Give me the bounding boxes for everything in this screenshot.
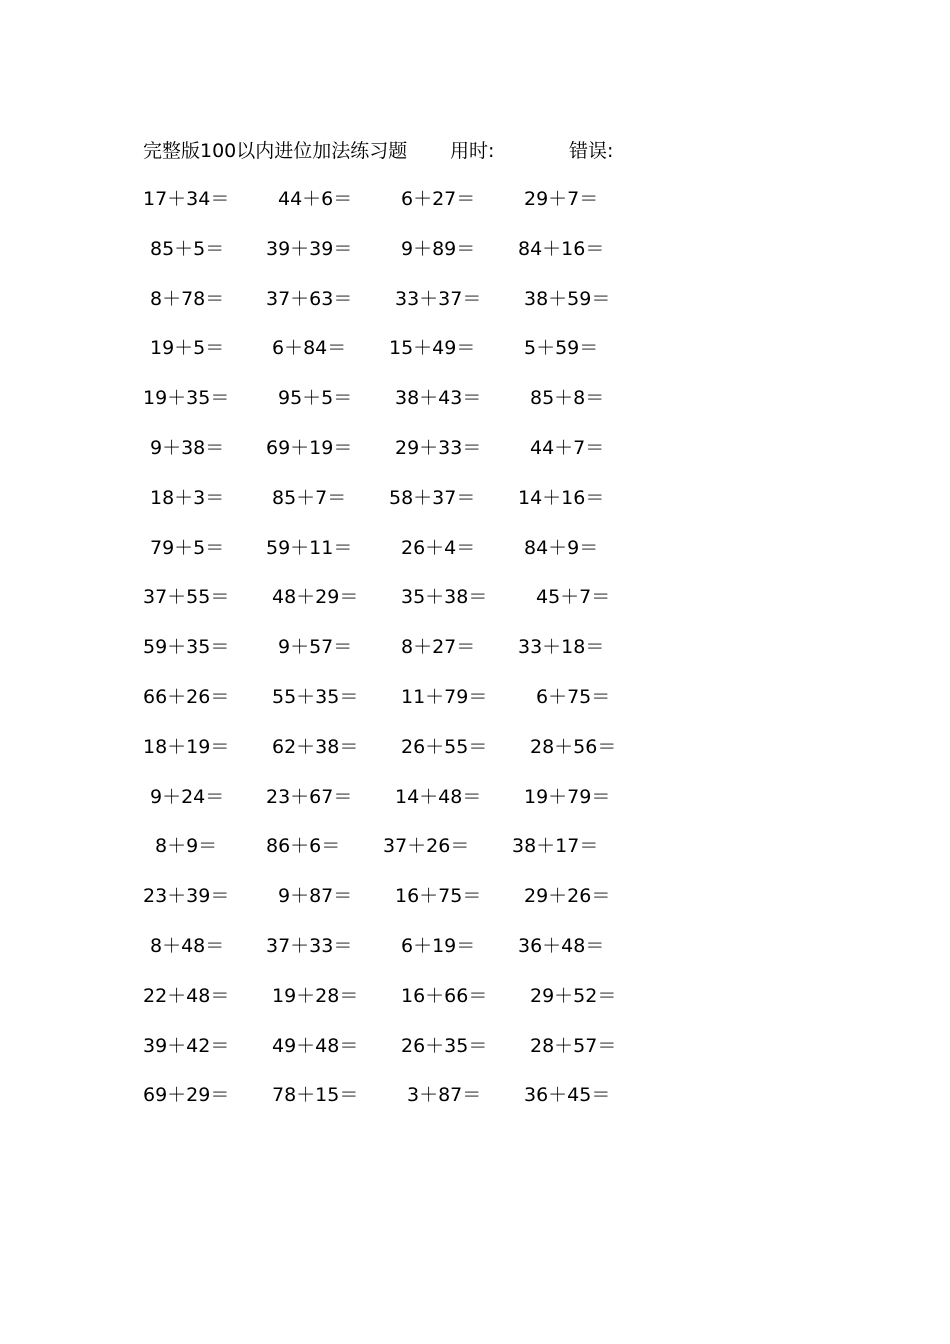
addition-problem: 48＋29＝ <box>272 586 359 608</box>
addition-problem: 33＋37＝ <box>395 288 482 310</box>
addition-problem: 18＋3＝ <box>150 487 225 509</box>
addition-problem: 26＋4＝ <box>401 537 476 559</box>
addition-problem: 29＋33＝ <box>395 437 482 459</box>
addition-problem: 79＋5＝ <box>150 537 225 559</box>
addition-problem: 9＋89＝ <box>401 238 476 260</box>
addition-problem: 39＋39＝ <box>266 238 353 260</box>
addition-problem: 5＋59＝ <box>524 337 599 359</box>
addition-problem: 9＋57＝ <box>278 636 353 658</box>
addition-problem: 85＋8＝ <box>530 387 605 409</box>
addition-problem: 28＋57＝ <box>530 1035 617 1057</box>
addition-problem: 11＋79＝ <box>401 686 488 708</box>
addition-problem: 6＋84＝ <box>272 337 347 359</box>
addition-problem: 26＋35＝ <box>401 1035 488 1057</box>
addition-problem: 17＋34＝ <box>143 188 230 210</box>
addition-problem: 95＋5＝ <box>278 387 353 409</box>
addition-problem: 16＋66＝ <box>401 985 488 1007</box>
addition-problem: 44＋7＝ <box>530 437 605 459</box>
addition-problem: 26＋55＝ <box>401 736 488 758</box>
addition-problem: 38＋59＝ <box>524 288 611 310</box>
time-label: 用时: <box>450 140 495 162</box>
addition-problem: 8＋48＝ <box>150 935 225 957</box>
addition-problem: 62＋38＝ <box>272 736 359 758</box>
addition-problem: 19＋5＝ <box>150 337 225 359</box>
addition-problem: 84＋16＝ <box>518 238 605 260</box>
addition-problem: 23＋67＝ <box>266 786 353 808</box>
addition-problem: 8＋27＝ <box>401 636 476 658</box>
addition-problem: 66＋26＝ <box>143 686 230 708</box>
addition-problem: 9＋87＝ <box>278 885 353 907</box>
addition-problem: 6＋19＝ <box>401 935 476 957</box>
addition-problem: 15＋49＝ <box>389 337 476 359</box>
addition-problem: 29＋52＝ <box>530 985 617 1007</box>
addition-problem: 33＋18＝ <box>518 636 605 658</box>
addition-problem: 35＋38＝ <box>401 586 488 608</box>
addition-problem: 38＋17＝ <box>512 835 599 857</box>
addition-problem: 8＋78＝ <box>150 288 225 310</box>
addition-problem: 37＋55＝ <box>143 586 230 608</box>
addition-problem: 6＋75＝ <box>536 686 611 708</box>
addition-problem: 78＋15＝ <box>272 1084 359 1106</box>
addition-problem: 49＋48＝ <box>272 1035 359 1057</box>
addition-problem: 14＋16＝ <box>518 487 605 509</box>
addition-problem: 29＋26＝ <box>524 885 611 907</box>
addition-problem: 85＋7＝ <box>272 487 347 509</box>
addition-problem: 37＋63＝ <box>266 288 353 310</box>
addition-problem: 19＋35＝ <box>143 387 230 409</box>
addition-problem: 58＋37＝ <box>389 487 476 509</box>
addition-problem: 3＋87＝ <box>407 1084 482 1106</box>
addition-problem: 45＋7＝ <box>536 586 611 608</box>
addition-problem: 19＋28＝ <box>272 985 359 1007</box>
addition-problem: 86＋6＝ <box>266 835 341 857</box>
addition-problem: 9＋24＝ <box>150 786 225 808</box>
addition-problem: 44＋6＝ <box>278 188 353 210</box>
addition-problem: 22＋48＝ <box>143 985 230 1007</box>
addition-problem: 8＋9＝ <box>155 835 218 857</box>
addition-problem: 39＋42＝ <box>143 1035 230 1057</box>
worksheet-header <box>143 136 643 166</box>
addition-problem: 28＋56＝ <box>530 736 617 758</box>
addition-problem: 23＋39＝ <box>143 885 230 907</box>
addition-problem: 29＋7＝ <box>524 188 599 210</box>
addition-problem: 37＋33＝ <box>266 935 353 957</box>
addition-problem: 16＋75＝ <box>395 885 482 907</box>
addition-problem: 14＋48＝ <box>395 786 482 808</box>
addition-problem: 36＋45＝ <box>524 1084 611 1106</box>
addition-problem: 18＋19＝ <box>143 736 230 758</box>
error-label: 错误: <box>569 140 614 162</box>
addition-problem: 9＋38＝ <box>150 437 225 459</box>
addition-problem: 85＋5＝ <box>150 238 225 260</box>
addition-problem: 55＋35＝ <box>272 686 359 708</box>
addition-problem: 84＋9＝ <box>524 537 599 559</box>
addition-problem: 6＋27＝ <box>401 188 476 210</box>
addition-problem: 38＋43＝ <box>395 387 482 409</box>
addition-problem: 69＋29＝ <box>143 1084 230 1106</box>
addition-problem: 59＋35＝ <box>143 636 230 658</box>
addition-problem: 69＋19＝ <box>266 437 353 459</box>
addition-problem: 59＋11＝ <box>266 537 353 559</box>
addition-problem: 19＋79＝ <box>524 786 611 808</box>
addition-problem: 36＋48＝ <box>518 935 605 957</box>
addition-problem: 37＋26＝ <box>383 835 470 857</box>
worksheet-title: 完整版100以内进位加法练习题 <box>143 140 408 162</box>
